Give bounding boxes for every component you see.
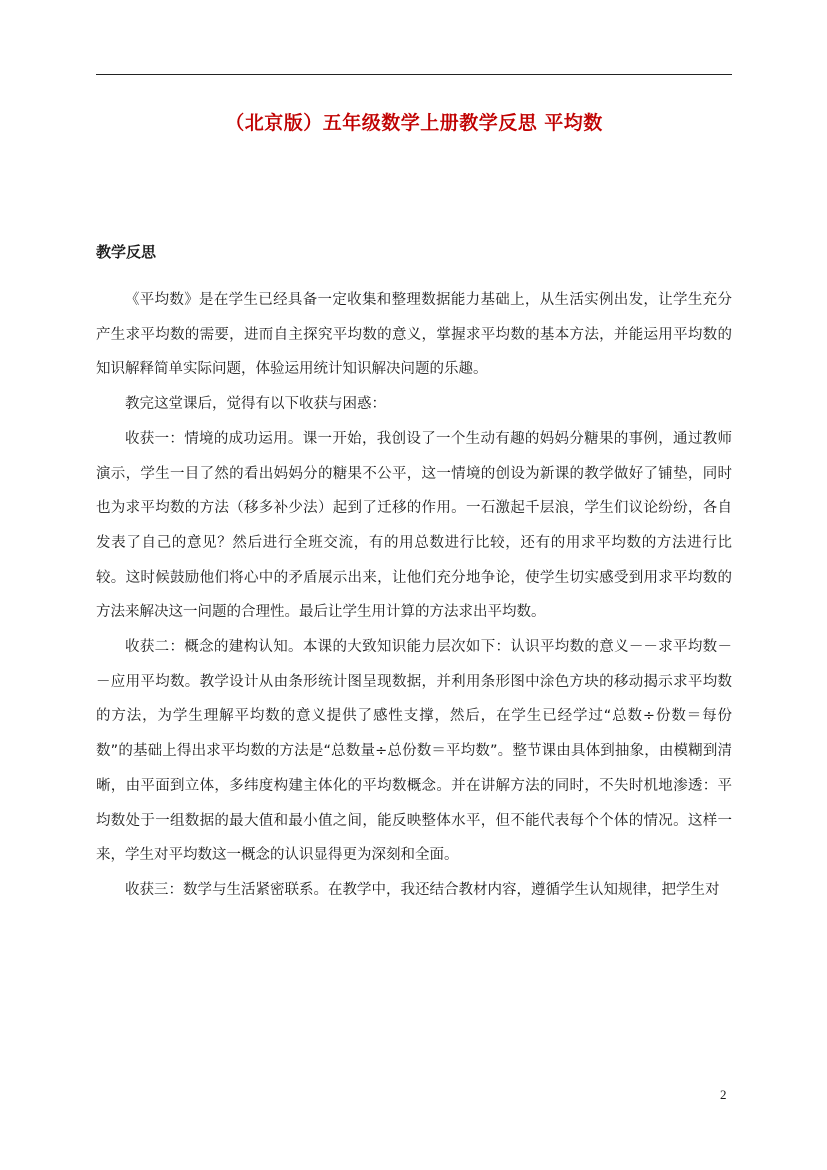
paragraph-gain-one: 收获一：情境的成功运用。课一开始，我创设了一个生动有趣的妈妈分糖果的事例，通过教师演示，学生一目了然的看出妈妈分的糖果不公平，这一情境的创设为新课的教学做好了铺垫，同时也为求平均数的方法（移多补少法）起到了迁移的作用。一石激起千层浪，学生们议论纷纷，各自发表了自己的意见？然后进行全班交流，有的用总数进行比较，还有的用求平均数的方法进行比较。这时候鼓励他们将心中的矛盾展示出来，让他们充分地争论，使学生切实感受到用求平均数的方法来解决这一问题的合理性。最后让学生用计算的方法求出平均数。 — [96, 430, 732, 621]
body-text — [96, 283, 732, 908]
header-rule — [96, 74, 732, 75]
paragraph-gain-two: 收获二：概念的建构认知。本课的大致知识能力层次如下：认识平均数的意义－－求平均数－－应用平均数。教学设计从由条形统计图呈现数据，并利用条形图中涂色方块的移动揭示求平均数的方法，为学生理解平均数的意义提供了感性支撑，然后，在学生已经学过“总数÷份数＝每份数”的基础上得出求平均数的方法是“总数量÷总份数＝平均数”。整节课由具体到抽象，由模糊到清晰，由平面到立体，多纬度构建主体化的平均数概念。并在讲解方法的同时，不失时机地渗透：平均数处于一组数据的最大值和最小值之间，能反映整体水平，但不能代表每个个体的情况。这样一来，学生对平均数这一概念的认识显得更为深刻和全面。 — [96, 639, 732, 864]
document-title: （北京版）五年级数学上册教学反思 平均数 — [225, 112, 603, 134]
paragraph-summary: 教完这堂课后，觉得有以下收获与困惑： — [125, 396, 386, 413]
paragraph-gain-three: 收获三：数学与生活紧密联系。在教学中，我还结合教材内容，遵循学生认知规律，把学生对 — [125, 881, 720, 898]
section-heading: 教学反思 — [96, 243, 157, 261]
page-number: 2 — [720, 1087, 727, 1102]
paragraph-intro: 《平均数》是在学生已经具备一定收集和整理数据能力基础上，从生活实例出发，让学生充分产生求平均数的需要，进而自主探究平均数的意义，掌握求平均数的基本方法，并能运用平均数的知识解释简单实际问题，体验运用统计知识解决问题的乐趣。 — [96, 292, 732, 378]
